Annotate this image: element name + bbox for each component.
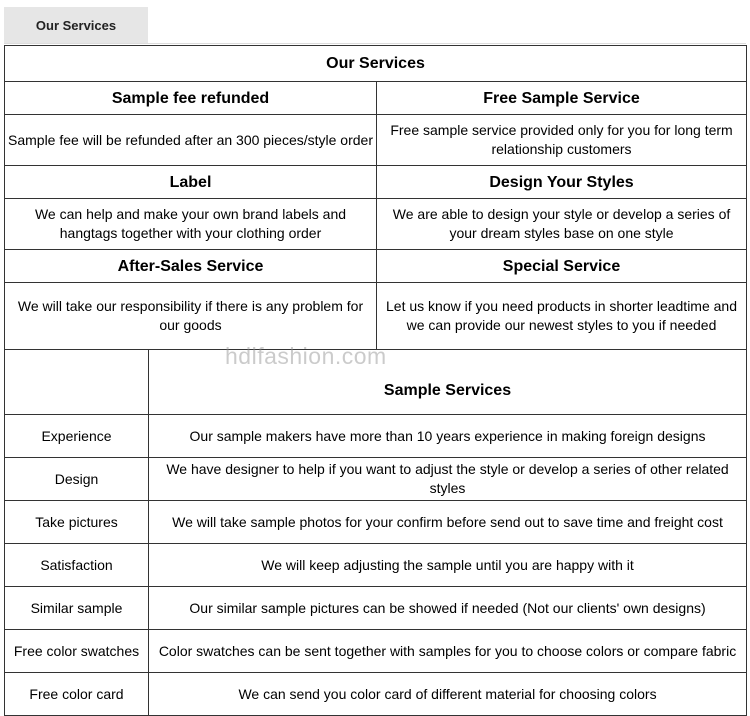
watermark: hdlfashion.com [225,343,387,369]
sample-services-corner [5,350,149,415]
sample-row-label: Free color card [5,673,149,716]
service-description: Sample fee will be refunded after an 300 pieces/style order [5,115,377,166]
service-description: We can help and make your own brand labels and hangtags together with your clothing order [5,199,377,250]
sample-row-label: Satisfaction [5,544,149,587]
tab-divider [4,43,746,44]
service-heading: Free Sample Service [377,82,747,115]
service-heading: After-Sales Service [5,250,377,283]
service-description: We are able to design your style or develop a series of your dream styles base on one style [377,199,747,250]
sample-row-label: Free color swatches [5,630,149,673]
service-heading: Design Your Styles [377,166,747,199]
service-description: Free sample service provided only for you for long term relationship customers [377,115,747,166]
service-heading: Sample fee refunded [5,82,377,115]
sample-row-label: Experience [5,415,149,458]
service-heading: Special Service [377,250,747,283]
services-table [4,45,747,716]
service-description: We will take our responsibility if there is any problem for our goods [5,283,377,350]
sample-services-title: Sample Services [149,350,747,415]
service-heading: Label [5,166,377,199]
tab-our-services[interactable]: Our Services [4,7,148,44]
sample-row-text: We can send you color card of different material for choosing colors [149,673,747,716]
sample-row-text: Color swatches can be sent together with samples for you to choose colors or compare fabric [149,630,747,673]
sample-row-text: We will take sample photos for your confirm before send out to save time and freight cost [149,501,747,544]
sample-row-label: Design [5,458,149,501]
sample-row-text: We will keep adjusting the sample until you are happy with it [149,544,747,587]
sample-row-text: Our sample makers have more than 10 years experience in making foreign designs [149,415,747,458]
sample-row-text: Our similar sample pictures can be showed if needed (Not our clients' own designs) [149,587,747,630]
sample-row-label: Similar sample [5,587,149,630]
sample-row-text: We have designer to help if you want to adjust the style or develop a series of other related styles [149,458,747,501]
sample-row-label: Take pictures [5,501,149,544]
service-description: Let us know if you need products in shorter leadtime and we can provide our newest styles to you if needed [377,283,747,350]
services-title: Our Services [5,46,747,82]
